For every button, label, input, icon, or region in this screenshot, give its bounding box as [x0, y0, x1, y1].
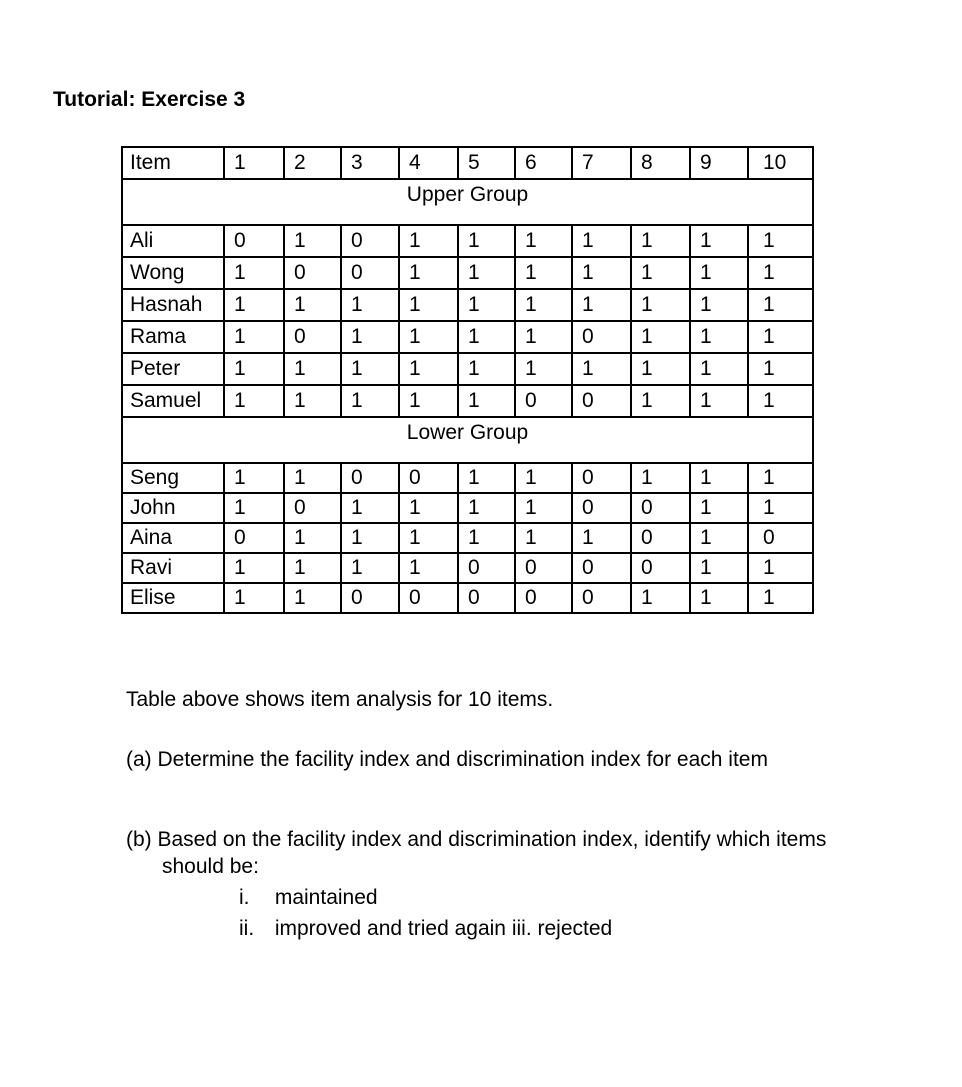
header-item-number: 1: [224, 147, 284, 179]
score-cell: 1: [690, 353, 748, 385]
score-cell: 1: [458, 257, 515, 289]
student-name: Elise: [122, 583, 224, 613]
score-cell: 1: [399, 523, 458, 553]
table-row: [122, 583, 813, 613]
score-cell: 1: [284, 463, 341, 493]
score-cell: 0: [631, 523, 690, 553]
option-label: ii.: [239, 917, 255, 940]
student-name: John: [122, 493, 224, 523]
score-cell: 1: [631, 463, 690, 493]
score-cell: 1: [515, 321, 572, 353]
score-cell: 1: [690, 385, 748, 417]
question-b-line1: (b) Based on the facility index and discrimination index, identify which items: [126, 828, 827, 851]
header-item-number: 7: [572, 147, 631, 179]
score-cell: 1: [458, 225, 515, 257]
score-cell: 0: [284, 257, 341, 289]
score-cell: 1: [284, 523, 341, 553]
score-cell: 0: [284, 321, 341, 353]
upper-group-label: Upper Group: [122, 179, 813, 225]
score-cell: 1: [399, 225, 458, 257]
score-cell: 1: [690, 583, 748, 613]
table-row: [122, 321, 813, 353]
score-cell: 0: [631, 553, 690, 583]
item-analysis-table: [121, 146, 814, 614]
score-cell: 1: [631, 225, 690, 257]
student-name: Rama: [122, 321, 224, 353]
score-cell: 0: [515, 553, 572, 583]
score-cell: 1: [341, 353, 399, 385]
score-cell: 1: [224, 553, 284, 583]
table-row: [122, 523, 813, 553]
student-name: Ali: [122, 225, 224, 257]
score-cell: 1: [572, 289, 631, 321]
student-name: Aina: [122, 523, 224, 553]
score-cell: 1: [224, 385, 284, 417]
score-cell: 1: [515, 463, 572, 493]
score-cell: 1: [458, 463, 515, 493]
option-item: [239, 913, 612, 944]
score-cell: 1: [690, 321, 748, 353]
score-cell: 1: [399, 385, 458, 417]
score-cell: 1: [748, 493, 813, 523]
student-name: Samuel: [122, 385, 224, 417]
lower-group-row: [122, 417, 813, 463]
score-cell: 1: [690, 257, 748, 289]
score-cell: 1: [690, 523, 748, 553]
score-cell: 1: [572, 225, 631, 257]
intro-text: Table above shows item analysis for 10 items.: [126, 688, 554, 711]
student-name: Seng: [122, 463, 224, 493]
score-cell: 1: [690, 553, 748, 583]
score-cell: 1: [341, 321, 399, 353]
score-cell: 1: [748, 257, 813, 289]
score-cell: 1: [284, 289, 341, 321]
options-list: [239, 882, 612, 944]
score-cell: 1: [284, 353, 341, 385]
score-cell: 1: [341, 385, 399, 417]
score-cell: 0: [572, 463, 631, 493]
question-a: (a) Determine the facility index and discrimination index for each item: [126, 748, 768, 771]
score-cell: 1: [748, 353, 813, 385]
score-cell: 1: [631, 385, 690, 417]
score-cell: 1: [284, 385, 341, 417]
table-row: [122, 463, 813, 493]
score-cell: 0: [515, 583, 572, 613]
score-cell: 1: [690, 493, 748, 523]
student-name: Peter: [122, 353, 224, 385]
score-cell: 1: [224, 353, 284, 385]
score-cell: 1: [458, 321, 515, 353]
score-cell: 0: [341, 225, 399, 257]
table-row: [122, 225, 813, 257]
score-cell: 1: [224, 321, 284, 353]
score-cell: 1: [631, 257, 690, 289]
score-cell: 1: [515, 493, 572, 523]
score-cell: 1: [458, 353, 515, 385]
option-label: i.: [239, 886, 250, 909]
option-text: maintained: [274, 886, 378, 909]
header-item-number: 4: [399, 147, 458, 179]
score-cell: 1: [224, 493, 284, 523]
score-cell: 1: [748, 553, 813, 583]
score-cell: 1: [399, 321, 458, 353]
score-cell: 1: [341, 523, 399, 553]
score-cell: 1: [748, 225, 813, 257]
table-row: [122, 257, 813, 289]
score-cell: 1: [748, 289, 813, 321]
upper-group-row: [122, 179, 813, 225]
student-name: Wong: [122, 257, 224, 289]
score-cell: 1: [224, 583, 284, 613]
table-row: [122, 493, 813, 523]
header-item-number: 5: [458, 147, 515, 179]
table-row: [122, 353, 813, 385]
header-item-label: Item: [122, 147, 224, 179]
score-cell: 0: [341, 257, 399, 289]
score-cell: 1: [631, 583, 690, 613]
option-item: [239, 882, 612, 913]
lower-group-label: Lower Group: [122, 417, 813, 463]
score-cell: 1: [399, 553, 458, 583]
score-cell: 1: [341, 289, 399, 321]
score-cell: 0: [284, 493, 341, 523]
score-cell: 1: [284, 553, 341, 583]
score-cell: 0: [224, 225, 284, 257]
score-cell: 1: [458, 289, 515, 321]
score-cell: 1: [341, 553, 399, 583]
score-cell: 1: [572, 353, 631, 385]
student-name: Hasnah: [122, 289, 224, 321]
score-cell: 1: [515, 289, 572, 321]
score-cell: 1: [690, 225, 748, 257]
score-cell: 0: [341, 463, 399, 493]
score-cell: 1: [399, 289, 458, 321]
score-cell: 0: [572, 583, 631, 613]
score-cell: 1: [224, 257, 284, 289]
score-cell: 1: [748, 463, 813, 493]
score-cell: 1: [515, 353, 572, 385]
score-cell: 0: [515, 385, 572, 417]
score-cell: 0: [572, 493, 631, 523]
score-cell: 1: [458, 385, 515, 417]
score-cell: 1: [631, 321, 690, 353]
score-cell: 1: [515, 225, 572, 257]
table-row: [122, 553, 813, 583]
score-cell: 1: [631, 289, 690, 321]
header-item-number: 3: [341, 147, 399, 179]
table-row: [122, 289, 813, 321]
page-title: Tutorial: Exercise 3: [53, 88, 246, 111]
score-cell: 0: [572, 385, 631, 417]
option-text: improved and tried again iii. rejected: [274, 917, 613, 940]
score-cell: 1: [515, 523, 572, 553]
score-cell: 0: [572, 321, 631, 353]
table-header-row: [122, 147, 813, 179]
score-cell: 1: [748, 385, 813, 417]
table-row: [122, 385, 813, 417]
score-cell: 1: [515, 257, 572, 289]
header-item-number: 6: [515, 147, 572, 179]
score-cell: 0: [458, 553, 515, 583]
score-cell: 1: [690, 289, 748, 321]
score-cell: 1: [284, 225, 341, 257]
score-cell: 0: [458, 583, 515, 613]
score-cell: 0: [399, 463, 458, 493]
score-cell: 0: [399, 583, 458, 613]
score-cell: 1: [284, 583, 341, 613]
student-name: Ravi: [122, 553, 224, 583]
header-item-number: 2: [284, 147, 341, 179]
question-b-line2: should be:: [162, 855, 259, 878]
score-cell: 1: [224, 289, 284, 321]
score-cell: 1: [748, 583, 813, 613]
score-cell: 0: [572, 553, 631, 583]
score-cell: 0: [748, 523, 813, 553]
header-item-number: 8: [631, 147, 690, 179]
score-cell: 0: [631, 493, 690, 523]
score-cell: 1: [458, 493, 515, 523]
header-item-number: 10: [748, 147, 813, 179]
score-cell: 1: [572, 257, 631, 289]
score-cell: 1: [341, 493, 399, 523]
score-cell: 1: [748, 321, 813, 353]
score-cell: 1: [572, 523, 631, 553]
score-cell: 1: [399, 257, 458, 289]
score-cell: 1: [631, 353, 690, 385]
score-cell: 1: [224, 463, 284, 493]
score-cell: 0: [224, 523, 284, 553]
score-cell: 1: [690, 463, 748, 493]
score-cell: 1: [458, 523, 515, 553]
score-cell: 1: [399, 493, 458, 523]
score-cell: 1: [399, 353, 458, 385]
score-cell: 0: [341, 583, 399, 613]
header-item-number: 9: [690, 147, 748, 179]
question-b: [126, 826, 926, 880]
